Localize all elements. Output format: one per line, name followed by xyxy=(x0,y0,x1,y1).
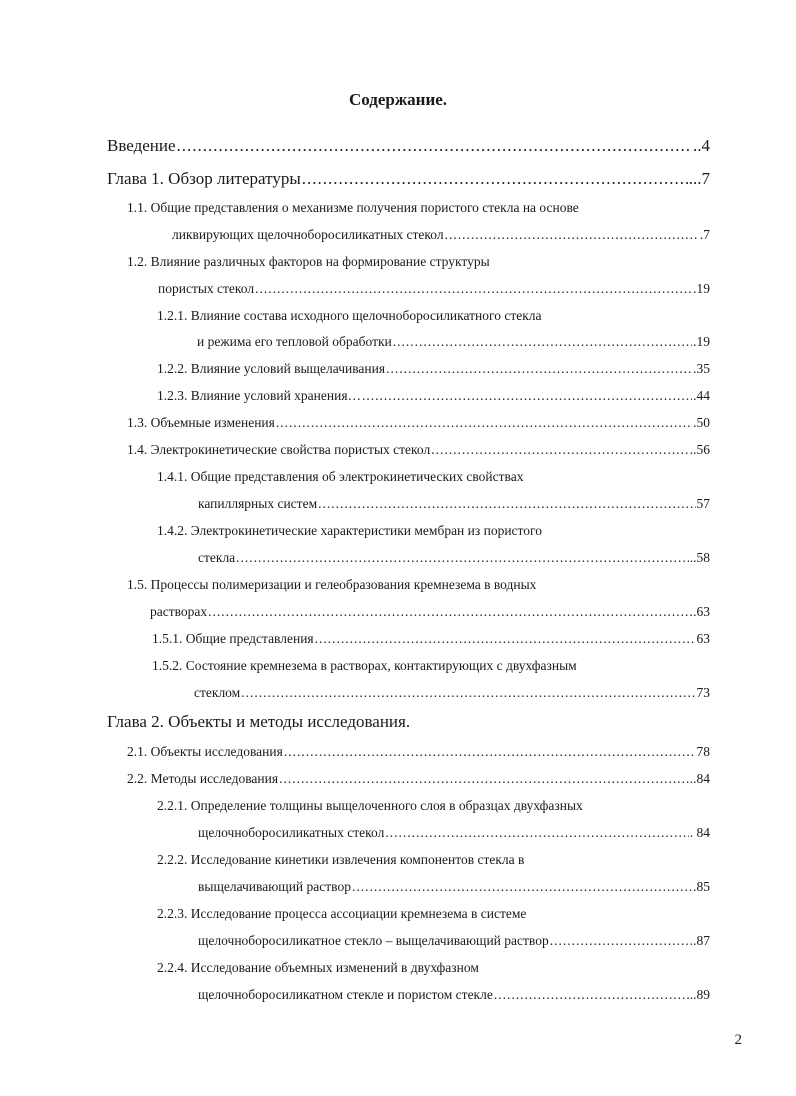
toc-entry-1-4-1-line-2[interactable] xyxy=(198,496,710,512)
toc-entry-page: .35 xyxy=(693,361,710,376)
toc-entry-2-2[interactable] xyxy=(127,771,710,787)
toc-entry-title: растворах xyxy=(150,604,208,619)
toc-entry-page: .19 xyxy=(693,334,710,349)
toc-entry-chapter-2[interactable]: Глава 2. Объекты и методы исследования. xyxy=(107,712,411,731)
dot-leader xyxy=(550,933,692,949)
toc-entry-chapter-1[interactable] xyxy=(107,169,710,189)
toc-entry-1-2-3[interactable] xyxy=(157,388,710,404)
dot-leader xyxy=(208,604,692,620)
toc-entry-page: ...7 xyxy=(688,169,710,188)
toc-entry-1-5-2-line-1[interactable]: 1.5.2. Состояние кремнезема в растворах, контактирующих с двухфазным xyxy=(152,658,577,673)
dot-leader xyxy=(431,442,689,458)
toc-entry-1-5-line-2[interactable] xyxy=(150,604,710,620)
toc-entry-page: . 84 xyxy=(689,825,710,840)
dot-leader xyxy=(386,361,692,377)
toc-entry-1-4-2-line-2[interactable] xyxy=(198,550,710,566)
toc-entry-2-2-1-line-1[interactable]: 2.2.1. Определение толщины выщелоченного слоя в образцах двухфазных xyxy=(157,798,583,813)
toc-entry-title: 1.3. Объемные изменения xyxy=(127,415,275,430)
toc-entry-title: выщелачивающий раствор xyxy=(198,879,351,894)
toc-entry-title: 1.5.1. Общие представления xyxy=(152,631,314,646)
toc-entry-page: 78 xyxy=(696,744,710,759)
toc-entry-title: пористых стекол xyxy=(158,281,255,296)
dot-leader xyxy=(352,879,692,895)
toc-entry-1-2-line-1[interactable]: 1.2. Влияние различных факторов на формирование структуры xyxy=(127,254,490,269)
toc-entry-page: 57 xyxy=(696,496,710,511)
toc-entry-title: 2.1. Объекты исследования xyxy=(127,744,283,759)
toc-entry-title: 1.4. Электрокинетические свойства пористых стекол xyxy=(127,442,431,457)
toc-entry-title: и режима его тепловой обработки xyxy=(197,334,392,349)
toc-entry-page: .19 xyxy=(693,281,710,296)
toc-entry-title: стеклом xyxy=(194,685,241,700)
dot-leader xyxy=(284,744,696,760)
toc-entry-2-2-3-line-2[interactable] xyxy=(198,933,710,949)
toc-entry-1-2-1-line-2[interactable] xyxy=(197,334,710,350)
toc-entry-1-3[interactable] xyxy=(127,415,710,431)
toc-entry-2-2-1-line-2[interactable] xyxy=(198,825,710,841)
toc-entry-page: .50 xyxy=(693,415,710,430)
dot-leader xyxy=(385,825,688,841)
dot-leader xyxy=(177,136,692,156)
toc-entry-1-1-line-1[interactable]: 1.1. Общие представления о механизме получения пористого стекла на основе xyxy=(127,200,579,215)
toc-entry-title: стекла xyxy=(198,550,236,565)
toc-entry-page: .7 xyxy=(699,227,710,242)
dot-leader xyxy=(445,227,699,243)
toc-entry-2-2-2-line-1[interactable]: 2.2.2. Исследование кинетики извлечения компонентов стекла в xyxy=(157,852,525,867)
toc-entry-2-1[interactable] xyxy=(127,744,710,760)
toc-entry-page: ..84 xyxy=(689,771,710,786)
toc-entry-1-5-line-1[interactable]: 1.5. Процессы полимеризации и гелеобразования кремнезема в водных xyxy=(127,577,537,592)
toc-entry-title: щелочноборосиликатном стекле и пористом стекле xyxy=(198,987,493,1002)
toc-entry-1-1-line-2[interactable] xyxy=(172,227,710,243)
toc-entry-page: ..56 xyxy=(689,442,710,457)
page-number: 2 xyxy=(734,1032,742,1048)
toc-entry-page: .44 xyxy=(693,388,710,403)
toc-entry-1-4-2-line-1[interactable]: 1.4.2. Электрокинетические характеристики мембран из пористого xyxy=(157,523,542,538)
toc-entry-2-2-4-line-1[interactable]: 2.2.4. Исследование объемных изменений в двухфазном xyxy=(157,960,479,975)
toc-entry-1-2-2[interactable] xyxy=(157,361,710,377)
toc-entry-2-2-2-line-2[interactable] xyxy=(198,879,710,895)
dot-leader xyxy=(494,987,689,1003)
toc-entry-page: 73 xyxy=(696,685,710,700)
toc-entry-2-2-3-line-1[interactable]: 2.2.3. Исследование процесса ассоциации кремнезема в системе xyxy=(157,906,527,921)
toc-entry-1-4-1-line-1[interactable]: 1.4.1. Общие представления об электрокинетических свойствах xyxy=(157,469,524,484)
dot-leader xyxy=(315,631,696,647)
toc-entry-page: .63 xyxy=(693,604,710,619)
dot-leader xyxy=(393,334,692,350)
dot-leader xyxy=(362,388,692,404)
page-title: Содержание. xyxy=(348,90,448,109)
toc-entry-introduction[interactable] xyxy=(107,136,710,156)
dot-leader xyxy=(241,685,695,701)
toc-entry-1-2-line-2[interactable] xyxy=(158,281,710,297)
toc-entry-page: 63 xyxy=(696,631,710,646)
toc-entry-title: Глава 1. Обзор литературы xyxy=(107,169,301,188)
toc-entry-1-5-2-line-2[interactable] xyxy=(194,685,710,701)
toc-entry-title: капиллярных систем xyxy=(198,496,318,511)
toc-entry-page: ..58 xyxy=(689,550,710,565)
dot-leader xyxy=(302,169,688,189)
toc-entry-title: Введение xyxy=(107,136,176,155)
toc-entry-title: ликвирующих щелочноборосиликатных стекол xyxy=(172,227,444,242)
toc-entry-1-5-1[interactable] xyxy=(152,631,710,647)
toc-entry-title: 1.2.2. Влияние условий выщелачивания xyxy=(157,361,386,376)
dot-leader xyxy=(318,496,695,512)
dot-leader xyxy=(236,550,689,566)
dot-leader xyxy=(255,281,692,297)
toc-entry-page: .85 xyxy=(693,879,710,894)
toc-entry-page: ..4 xyxy=(693,136,710,155)
toc-entry-title: 2.2. Методы исследования xyxy=(127,771,279,786)
dot-leader xyxy=(279,771,689,787)
toc-entry-page: .87 xyxy=(693,933,710,948)
toc-entry-title: 1.2.3. Влияние условий хранения… xyxy=(157,388,362,403)
dot-leader xyxy=(276,415,692,431)
toc-entry-1-4[interactable] xyxy=(127,442,710,458)
toc-entry-1-2-1-line-1[interactable]: 1.2.1. Влияние состава исходного щелочноборосиликатного стекла xyxy=(157,308,542,323)
toc-entry-page: ..89 xyxy=(689,987,710,1002)
toc-entry-2-2-4-line-2[interactable] xyxy=(198,987,710,1003)
toc-entry-title: щелочноборосиликатных стекол xyxy=(198,825,385,840)
toc-entry-title: щелочноборосиликатное стекло – выщелачивающий раствор xyxy=(198,933,549,948)
